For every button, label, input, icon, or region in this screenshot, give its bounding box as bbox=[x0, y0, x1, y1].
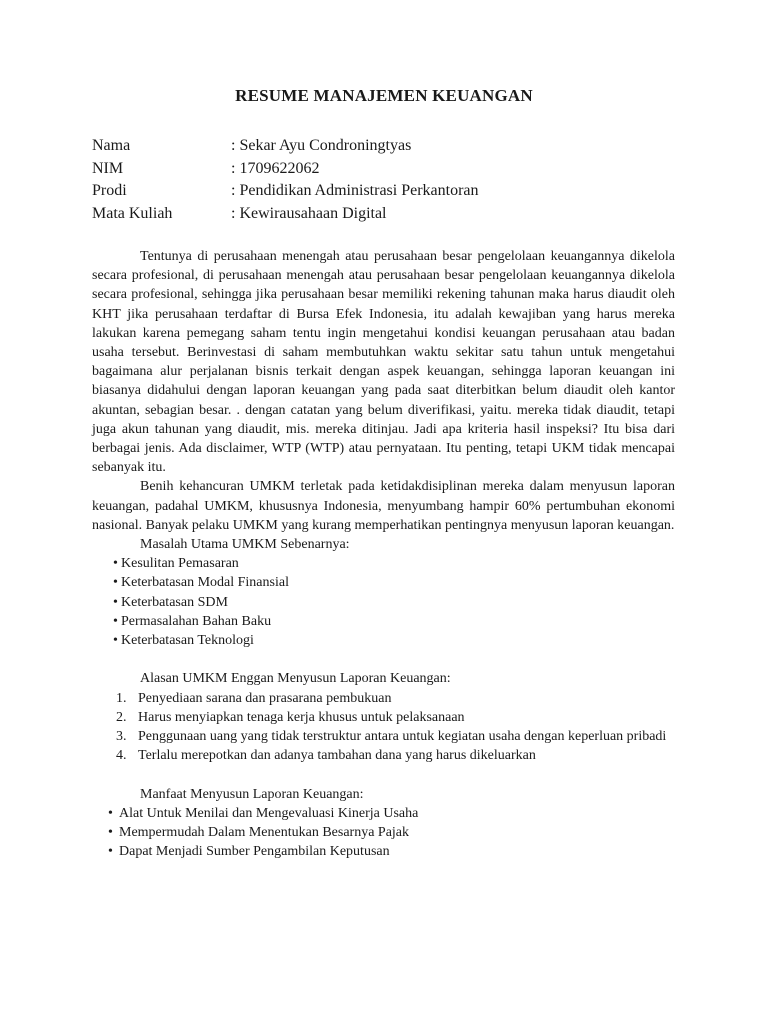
numbered-list-alasan bbox=[92, 689, 675, 766]
spacer bbox=[92, 765, 675, 784]
identity-block bbox=[92, 135, 692, 225]
list-item: • Kesulitan Pemasaran bbox=[92, 554, 675, 573]
identity-row-prodi bbox=[92, 180, 692, 203]
paragraph-1: Tentunya di perusahaan menengah atau perusahaan besar pengelolaan keuangannya dikelola secara profesional, di perusahaan menengah atau perusahaan besar pengelolaan keuangannya dikelola secara profesional, sehingga jika perusahaan besar memiliki rekening tahunan maka harus diaudit oleh KHT jika perusahaan terdaftar di Bursa Efek Indonesia, itu adalah kewajiban yang harus mereka lakukan karena pemegang saham tentu ingin mengetahui kondisi keuangan perusahaan atau badan usaha tersebut. Berinvestasi di saham membutuhkan waktu sekitar satu tahun untuk mengetahui bagaimana alur perjalanan bisnis terkait dengan aspek keuangan, sehingga laporan keuangan ini biasanya didahului dengan laporan keuangan yang pada saat diterbitkan belum diaudit oleh kantor akuntan, sebagian besar. . dengan catatan yang belum diverifikasi, yaitu. mereka tidak diaudit, tetapi juga akun tahunan yang diaudit, mis. mereka ditinjau. Jadi apa kriteria hasil inspeksi? Itu bisa dari berbagai jenis. Ada disclaimer, WTP (WTP) atau pernyataan. Itu penting, tetapi UKM tidak mencapai sebanyak itu. bbox=[92, 249, 675, 476]
list-item: • Dapat Menjadi Sumber Pengambilan Keputusan bbox=[92, 842, 675, 861]
identity-label: NIM bbox=[92, 159, 124, 177]
list-number: 4. bbox=[116, 748, 127, 764]
list-item: • Mempermudah Dalam Menentukan Besarnya Pajak bbox=[92, 823, 675, 842]
identity-value: : Pendidikan Administrasi Perkantoran bbox=[231, 182, 479, 199]
list-item: 3. Penggunaan uang yang tidak terstruktur antara untuk kegiatan usaha dengan keperluan pribadi bbox=[92, 727, 675, 746]
bullet-icon: • bbox=[113, 594, 118, 610]
identity-label: Prodi bbox=[92, 182, 127, 199]
bullet-icon: • bbox=[108, 805, 113, 821]
list-item: 1. Penyediaan sarana dan prasarana pembukuan bbox=[92, 689, 675, 708]
document-body bbox=[92, 247, 675, 861]
list-item: • Permasalahan Bahan Baku bbox=[92, 612, 675, 631]
list-item: • Keterbatasan Modal Finansial bbox=[92, 573, 675, 592]
bullet-icon: • bbox=[113, 575, 118, 591]
list-number: 3. bbox=[116, 729, 127, 745]
list-number: 1. bbox=[116, 690, 127, 706]
identity-row-name bbox=[92, 135, 692, 158]
identity-row-mata-kuliah bbox=[92, 203, 692, 226]
bullet-list-manfaat bbox=[92, 804, 675, 862]
list-item: • Keterbatasan Teknologi bbox=[92, 631, 675, 650]
document-title: RESUME MANAJEMEN KEUANGAN bbox=[235, 86, 533, 105]
bullet-icon: • bbox=[108, 844, 113, 860]
bullet-icon: • bbox=[113, 556, 118, 572]
section-heading-masalah: Masalah Utama UMKM Sebenarnya: bbox=[140, 537, 350, 553]
spacer bbox=[92, 650, 675, 669]
list-item: 4. Terlalu merepotkan dan adanya tambahan dana yang harus dikeluarkan bbox=[92, 746, 675, 765]
bullet-icon: • bbox=[108, 825, 113, 841]
identity-value: : 1709622062 bbox=[231, 159, 320, 177]
list-number: 2. bbox=[116, 709, 127, 725]
list-item: • Alat Untuk Menilai dan Mengevaluasi Kinerja Usaha bbox=[92, 804, 675, 823]
identity-label: Mata Kuliah bbox=[92, 204, 173, 222]
paragraph-2: Benih kehancuran UMKM terletak pada ketidakdisiplinan mereka dalam menyusun laporan keuangan, padahal UMKM, khususnya Indonesia, menyumbang hampir 60% pertumbuhan ekonomi nasional. Banyak pelaku UMKM yang kurang memperhatikan pentingnya menyusun laporan keuangan. bbox=[92, 479, 675, 533]
bullet-icon: • bbox=[113, 613, 118, 629]
identity-label: Nama bbox=[92, 137, 131, 154]
identity-row-nim bbox=[92, 158, 692, 181]
identity-value: : Kewirausahaan Digital bbox=[231, 204, 387, 222]
section-heading-manfaat: Manfaat Menyusun Laporan Keuangan: bbox=[140, 786, 364, 802]
list-item: 2. Harus menyiapkan tenaga kerja khusus untuk pelaksanaan bbox=[92, 708, 675, 727]
bullet-icon: • bbox=[113, 633, 118, 649]
list-item: • Keterbatasan SDM bbox=[92, 593, 675, 612]
identity-value: : Sekar Ayu Condroningtyas bbox=[231, 137, 412, 154]
bullet-list-masalah bbox=[92, 554, 675, 650]
section-heading-alasan: Alasan UMKM Enggan Menyusun Laporan Keuangan: bbox=[140, 671, 451, 687]
